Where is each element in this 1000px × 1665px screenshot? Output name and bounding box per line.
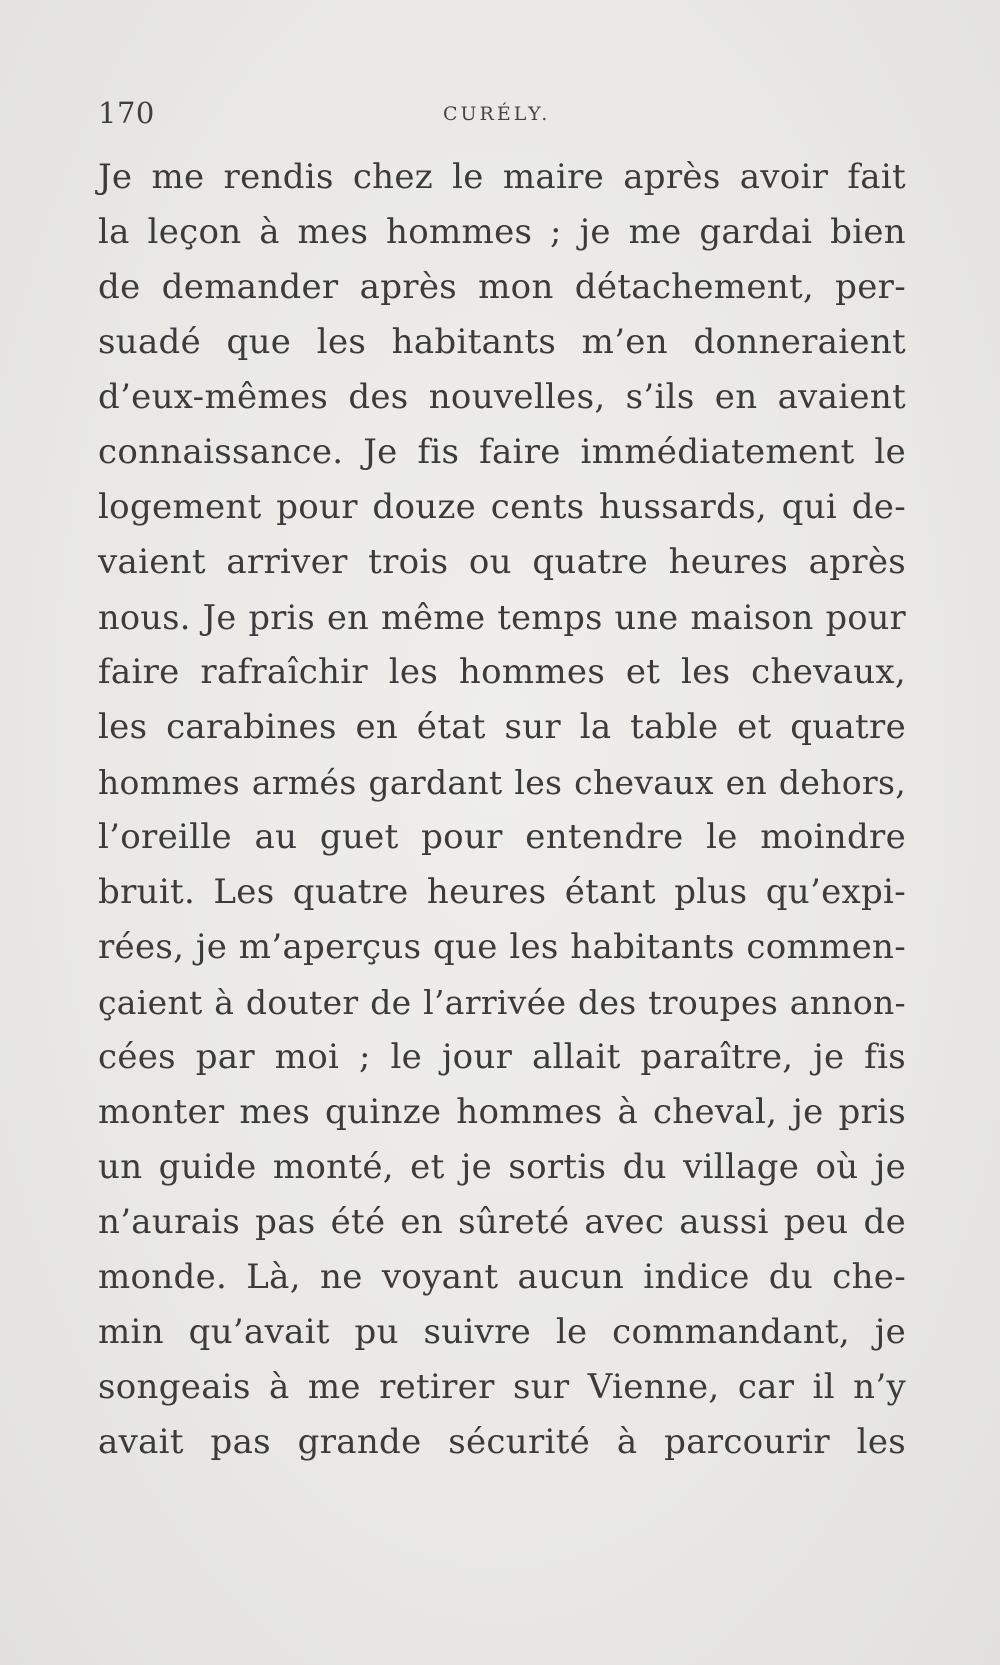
text-line: min qu’avait pu suivre le commandant, je [98,1312,906,1352]
text-line: rées, je m’aperçus que les habitants commen- [98,927,906,967]
page-number: 170 [98,96,155,130]
text-line: songeais à me retirer sur Vienne, car il n’y [98,1367,906,1407]
text-line: d’eux-mêmes des nouvelles, s’ils en avaient [98,377,906,417]
text-line: nous. Je pris en même temps une maison pour [98,598,906,637]
text-line: bruit. Les quatre heures étant plus qu’expi- [98,872,906,912]
text-line: les carabines en état sur la table et quatre [98,707,906,747]
text-line: vaient arriver trois ou quatre heures après [98,542,906,582]
text-line: de demander après mon détachement, per- [98,267,906,307]
text-line: un guide monté, et je sortis du village où je [98,1147,906,1187]
text-line: Je me rendis chez le maire après avoir fait [98,157,906,197]
text-line: la leçon à mes hommes ; je me gardai bien [98,212,906,252]
body-text [98,150,906,1470]
text-line: hommes armés gardant les chevaux en dehors, [98,763,906,802]
text-line: monter mes quinze hommes à cheval, je pris [98,1092,906,1132]
text-line: avait pas grande sécurité à parcourir les [98,1422,906,1462]
text-line: faire rafraîchir les hommes et les chevaux, [98,652,906,692]
text-line: monde. Là, ne voyant aucun indice du che- [98,1257,906,1297]
text-line: l’oreille au guet pour entendre le moindre [98,817,906,857]
running-title: CURÉLY. [443,103,551,125]
text-line: cées par moi ; le jour allait paraître, je fis [98,1037,906,1077]
text-line: çaient à douter de l’arrivée des troupes annon- [98,983,906,1022]
text-line: logement pour douze cents hussards, qui de- [98,487,906,527]
text-line: n’aurais pas été en sûreté avec aussi peu de [98,1202,906,1242]
text-line: connaissance. Je fis faire immédiatement le [98,432,906,472]
running-head [98,96,908,136]
text-line: suadé que les habitants m’en donneraient [98,322,906,362]
